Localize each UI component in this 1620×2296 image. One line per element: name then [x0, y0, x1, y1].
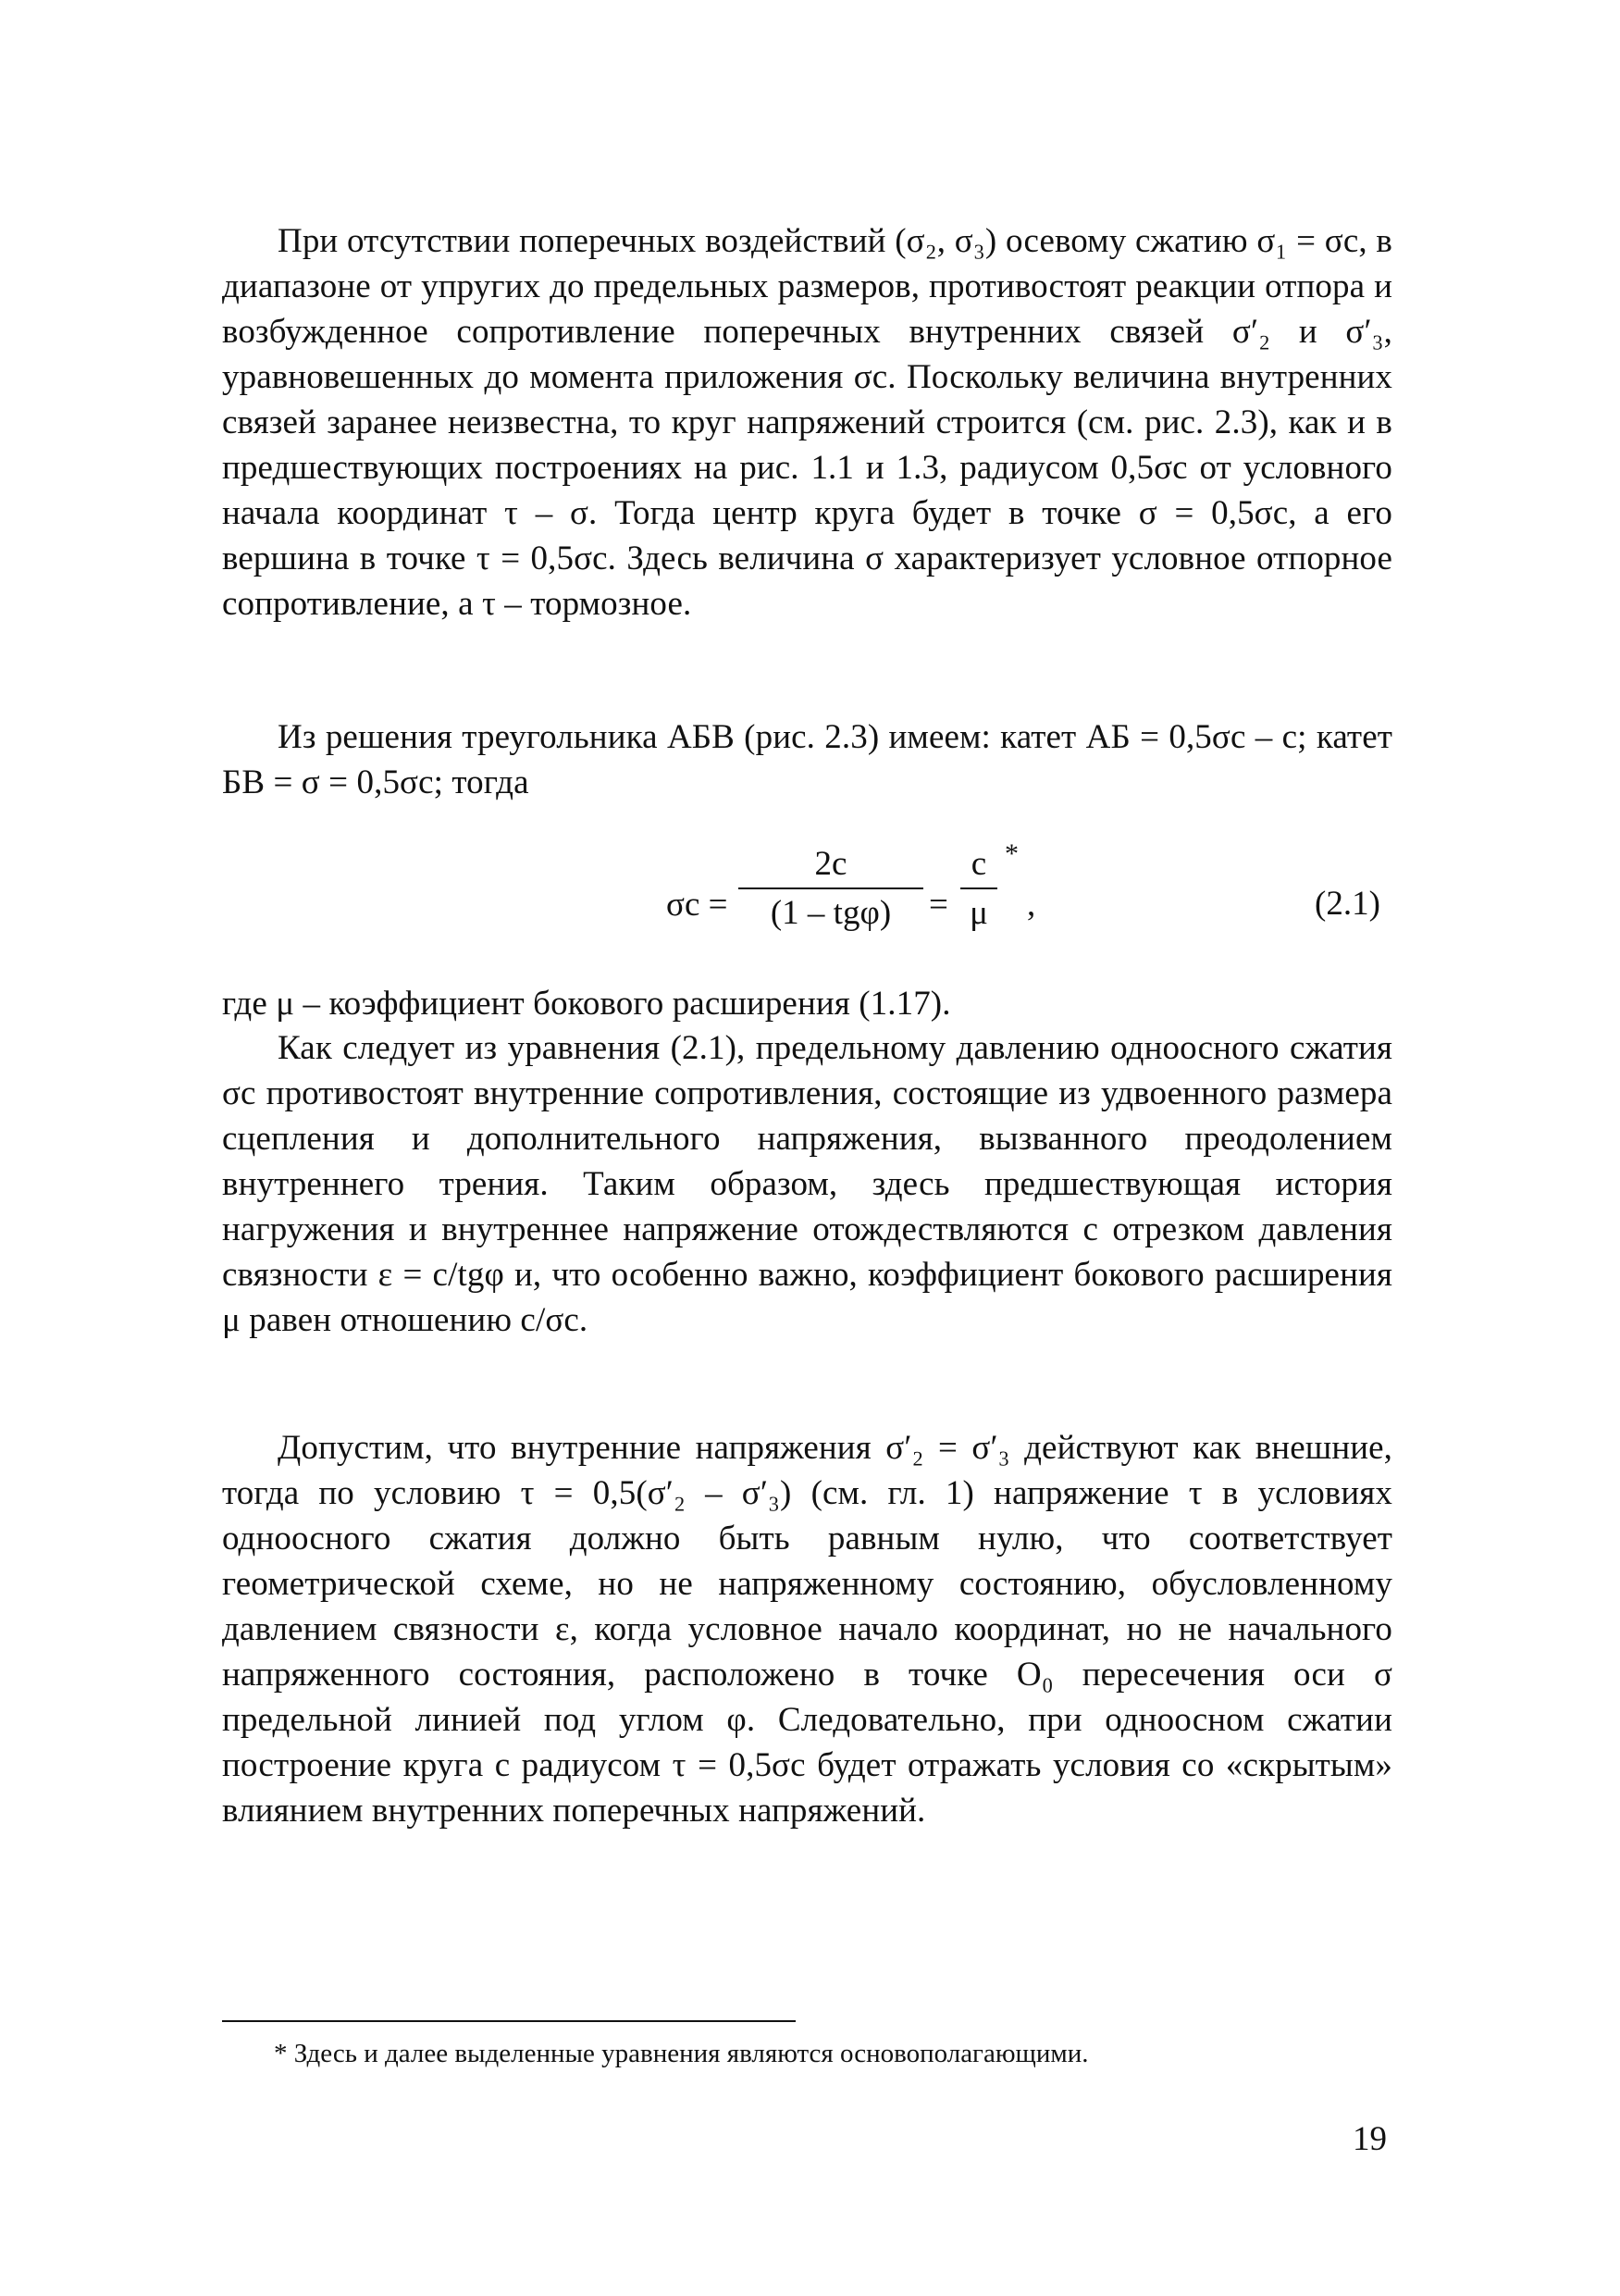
- fraction-2-numerator: c: [971, 845, 987, 883]
- fraction-1: [738, 844, 923, 933]
- paragraph-2: [222, 714, 1392, 805]
- footnote: * Здесь и далее выделенные уравнения являются основополагающими.: [274, 2039, 1089, 2068]
- paragraph-4: [222, 1025, 1392, 1343]
- equation-number: (2.1): [1315, 885, 1380, 923]
- paragraph-4-text: Как следует из уравнения (2.1), предельному давлению одноосного сжатия σc противостоят внутренние сопротивления, состоящие из удвоенного размера сцепления и дополнительного напряжения, вызванного преодолением внутреннего трения. Таким образом, здесь предшествующая история нагружения и внутреннее напряжение отождествляются с отрезком давления связности ε = c/tgφ и, что особенно важно, коэффициент бокового расширения μ равен отношению c/σc.: [222, 1029, 1392, 1339]
- equation-2-1: [666, 838, 1092, 964]
- fraction-2-bar: [960, 887, 997, 889]
- paragraph-1-text: При отсутствии поперечных воздействий (σ₂, σ₃) осевому сжатию σ₁ = σc, в диапазоне от упругих до предельных размеров, противостоят реакции отпора и возбужденное сопротивление поперечных внутренних связей σ′₂ и σ′₃, уравновешенных до момента приложения σc. Поскольку величина внутренних связей заранее неизвестна, то круг напряжений строится (см. рис. 2.3), как и в предшествующих построениях на рис. 1.1 и 1.3, радиусом 0,5σc от условного начала координат τ – σ. Тогда центр круга будет в точке σ = 0,5σc, а его вершина в точке τ = 0,5σc. Здесь величина σ характеризует условное отпорное сопротивление, а τ – тормозное.: [222, 222, 1392, 623]
- fraction-1-bar: [738, 887, 923, 889]
- footnote-divider: [222, 2020, 796, 2022]
- equation-equals: =: [929, 886, 948, 924]
- fraction-1-numerator: 2c: [814, 845, 847, 883]
- footnote-marker: *: [1005, 838, 1019, 869]
- paragraph-3: [222, 981, 1392, 1026]
- fraction-2-denominator: μ: [970, 894, 988, 932]
- page-number: 19: [1353, 2120, 1387, 2158]
- equation-lhs: σc =: [666, 886, 728, 924]
- paragraph-1: [222, 218, 1392, 627]
- paragraph-2-text: Из решения треугольника АБВ (рис. 2.3) имеем: катет АБ = 0,5σc – c; катет БВ = σ = 0,5σc; тогда: [222, 718, 1392, 801]
- fraction-2: [960, 844, 997, 933]
- paragraph-5: [222, 1425, 1392, 1833]
- equation-comma: ,: [1027, 886, 1036, 924]
- paragraph-3-text: где μ – коэффициент бокового расширения (1.17).: [222, 985, 951, 1023]
- fraction-1-denominator: (1 – tgφ): [770, 894, 892, 932]
- paragraph-5-text: Допустим, что внутренние напряжения σ′₂ = σ′₃ действуют как внешние, тогда по условию τ = 0,5(σ′₂ – σ′₃) (см. гл. 1) напряжение τ в условиях одноосного сжатия должно быть равным нулю, что соответствует геометрической схеме, но не напряженному состоянию, обусловленному давлением связности ε, когда условное начало координат, но не начального напряженного состояния, расположено в точке O₀ пересечения оси σ предельной линией под углом φ. Следовательно, при одноосном сжатии построение круга с радиусом τ = 0,5σc будет отражать условия со «скрытым» влиянием внутренних поперечных напряжений.: [222, 1429, 1392, 1830]
